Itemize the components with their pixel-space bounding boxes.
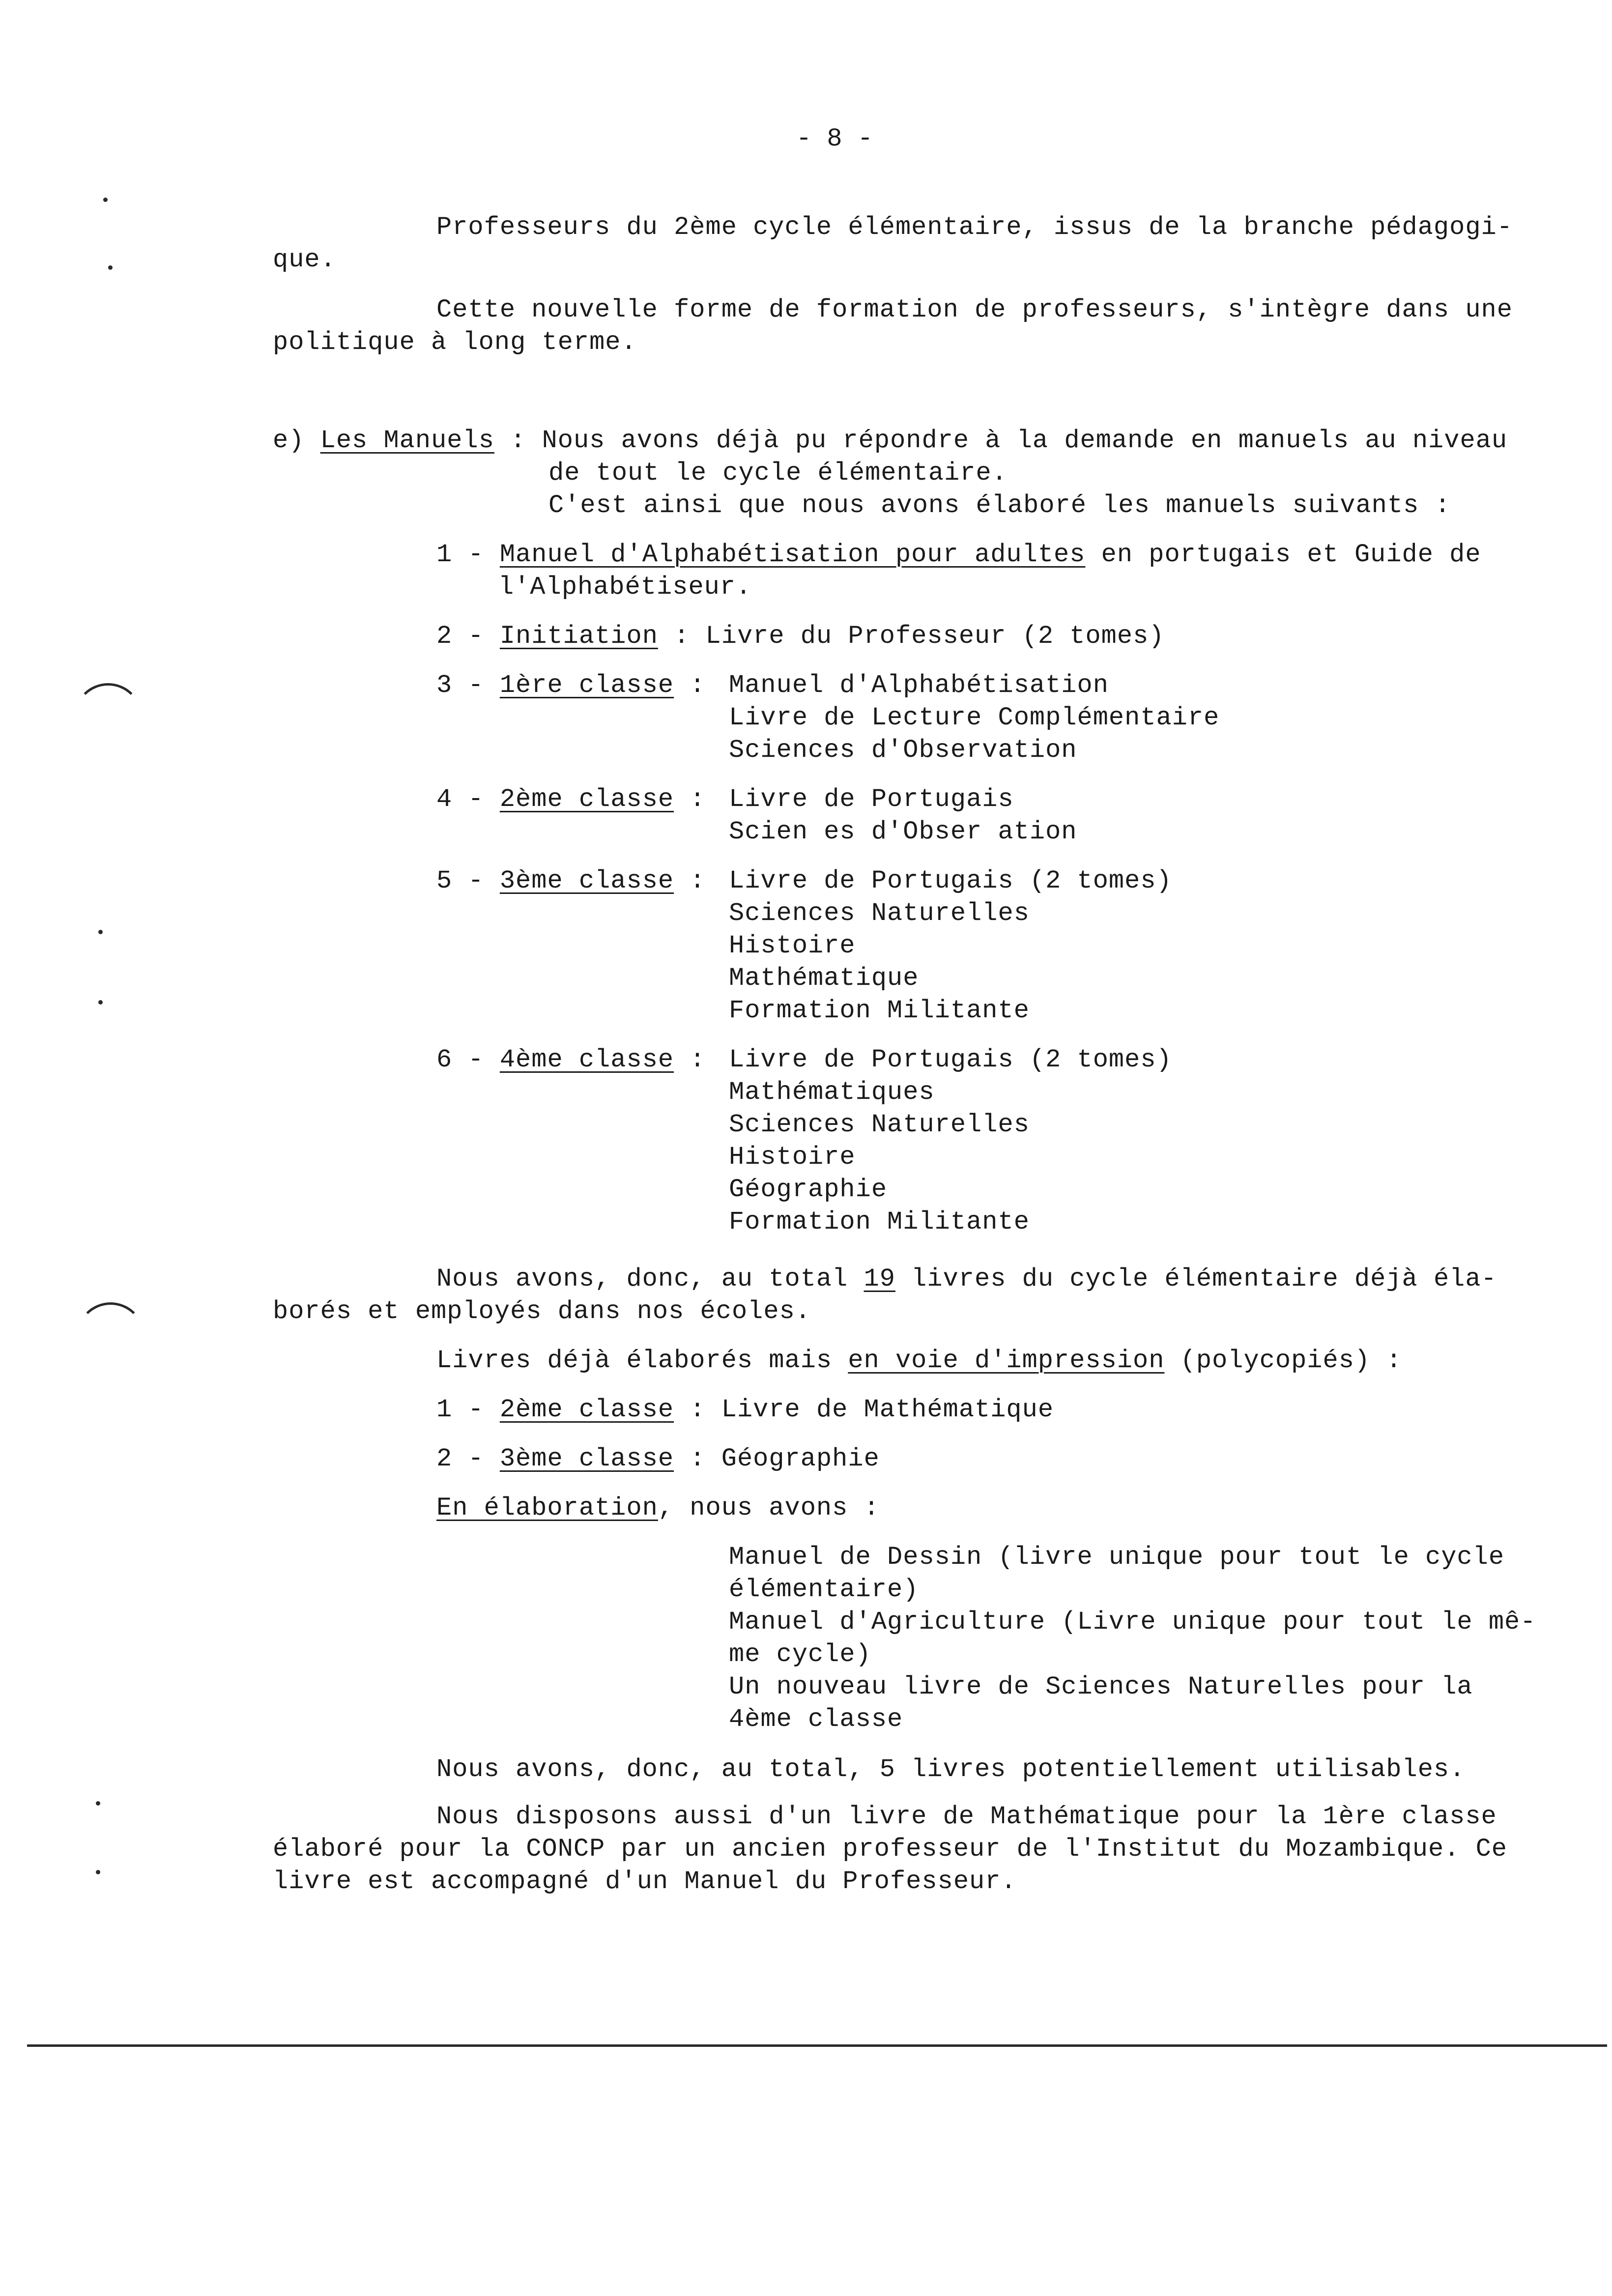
printing-item-2-title: 3ème classe [499,1444,674,1473]
manual-item-6 [436,1044,706,1076]
margin-speck [103,198,108,202]
manual-item-4-colon: : [690,785,706,814]
total-1-number: 19 [864,1264,895,1293]
printing-underlined: en voie d'impression [848,1346,1165,1375]
intro-line-4: politique à long terme. [273,328,637,357]
manual-item-4-book: Livre de Portugais [729,785,1014,814]
manual-item-6-num: 6 - [436,1045,484,1074]
manual-item-6-book: Géographie [729,1175,888,1204]
manual-item-3 [436,669,706,702]
manual-item-6-book: Sciences Naturelles [729,1110,1030,1139]
manual-item-5-num: 5 - [436,866,484,895]
manual-item-2-title: Initiation [499,622,658,651]
total-1-line-1 [436,1263,1497,1295]
manual-item-1-num: 1 - [436,540,484,569]
manual-item-5-book: Histoire [729,931,856,960]
manual-item-5-book: Formation Militante [729,996,1030,1025]
manual-item-6-book: Mathématiques [729,1078,935,1107]
elaboration-rest: , nous avons : [658,1493,880,1522]
closing-line-2: élaboré pour la CONCP par un ancien professeur de l'Institut du Mozambique. Ce [273,1835,1507,1864]
manual-item-3-title: 1ère classe [499,671,674,700]
section-line-3: C'est ainsi que nous avons élaboré les manuels suivants : [548,491,1451,520]
elaboration-line: Manuel de Dessin (livre unique pour tout le cycle [729,1543,1505,1572]
closing-line-1: Nous disposons aussi d'un livre de Mathématique pour la 1ère classe [436,1802,1497,1831]
punch-hole-arc [76,1302,145,1371]
printing-line [436,1345,1402,1377]
closing-line-3: livre est accompagné d'un Manuel du Professeur. [273,1867,1017,1896]
printing-item-1-rest: : Livre de Mathématique [690,1395,1054,1424]
margin-speck [98,930,103,934]
manual-item-4-book: Scien es d'Obser ation [729,817,1077,846]
intro-line-3: Cette nouvelle forme de formation de professeurs, s'intègre dans une [436,295,1513,324]
total-1-line-2: borés et employés dans nos écoles. [273,1297,811,1326]
section-line-2: de tout le cycle élémentaire. [548,459,1008,488]
manual-item-6-book: Formation Militante [729,1207,1030,1236]
manual-item-1 [436,539,1481,571]
total-2: Nous avons, donc, au total, 5 livres potentiellement utilisables. [436,1755,1466,1784]
manual-item-5-book: Livre de Portugais (2 tomes) [729,866,1172,895]
section-heading: Les Manuels [320,426,494,455]
intro-line-2: que. [273,245,336,274]
printing-item-1-num: 1 - [436,1395,484,1424]
printing-item-1 [436,1394,1054,1426]
punch-hole-arc [74,683,143,752]
manual-item-5 [436,865,706,897]
manual-item-6-title: 4ème classe [499,1045,674,1074]
manual-item-3-colon: : [690,671,706,700]
section-heading-line [273,425,1507,457]
printing-item-1-title: 2ème classe [499,1395,674,1424]
elaboration-line: élémentaire) [729,1575,919,1604]
total-1-after: livres du cycle élémentaire déjà éla- [895,1264,1497,1293]
margin-speck [96,1870,100,1874]
bottom-rule [27,2044,1607,2047]
manual-item-5-book: Mathématique [729,964,919,993]
section-marker: e) [273,426,305,455]
margin-speck [96,1801,100,1806]
elaboration-heading: En élaboration [436,1493,658,1522]
manual-item-1-rest: en portugais et Guide de [1101,540,1481,569]
manual-item-5-book: Sciences Naturelles [729,899,1030,928]
manual-item-4-num: 4 - [436,785,484,814]
manual-item-2 [436,620,1164,653]
margin-speck [98,1000,103,1004]
manual-item-6-colon: : [690,1045,706,1074]
page-number: - 8 - [796,124,873,153]
elaboration-heading-line [436,1492,880,1524]
manual-item-3-num: 3 - [436,671,484,700]
elaboration-line: 4ème classe [729,1705,903,1734]
manual-item-6-book: Livre de Portugais (2 tomes) [729,1045,1172,1074]
manual-item-3-book: Livre de Lecture Complémentaire [729,703,1220,732]
manual-item-5-colon: : [690,866,706,895]
printing-item-2-rest: : Géographie [690,1444,880,1473]
printing-item-2-num: 2 - [436,1444,484,1473]
printing-after: (polycopiés) : [1164,1346,1402,1375]
printing-before: Livres déjà élaborés mais [436,1346,848,1375]
manual-item-6-book: Histoire [729,1143,856,1172]
manual-item-5-title: 3ème classe [499,866,674,895]
manual-item-1-title: Manuel d'Alphabétisation pour adultes [499,540,1086,569]
manual-item-3-book: Sciences d'Observation [729,736,1077,765]
manual-item-3-book: Manuel d'Alphabétisation [729,671,1109,700]
elaboration-line: me cycle) [729,1640,871,1669]
elaboration-line: Un nouveau livre de Sciences Naturelles pour la [729,1672,1473,1701]
manual-item-4 [436,783,706,816]
manual-item-1-line-2: l'Alphabétiseur. [498,573,752,602]
section-colon: : [510,426,526,455]
printing-item-2 [436,1443,880,1475]
manual-item-4-title: 2ème classe [499,785,674,814]
manual-item-2-rest: : Livre du Professeur (2 tomes) [674,622,1165,651]
margin-speck [108,265,113,270]
elaboration-line: Manuel d'Agriculture (Livre unique pour tout le mê- [729,1607,1536,1636]
intro-line-1: Professeurs du 2ème cycle élémentaire, issus de la branche pédagogi- [436,213,1513,242]
manual-item-2-num: 2 - [436,622,484,651]
total-1-before: Nous avons, donc, au total [436,1264,864,1293]
section-line-1: Nous avons déjà pu répondre à la demande en manuels au niveau [542,426,1508,455]
